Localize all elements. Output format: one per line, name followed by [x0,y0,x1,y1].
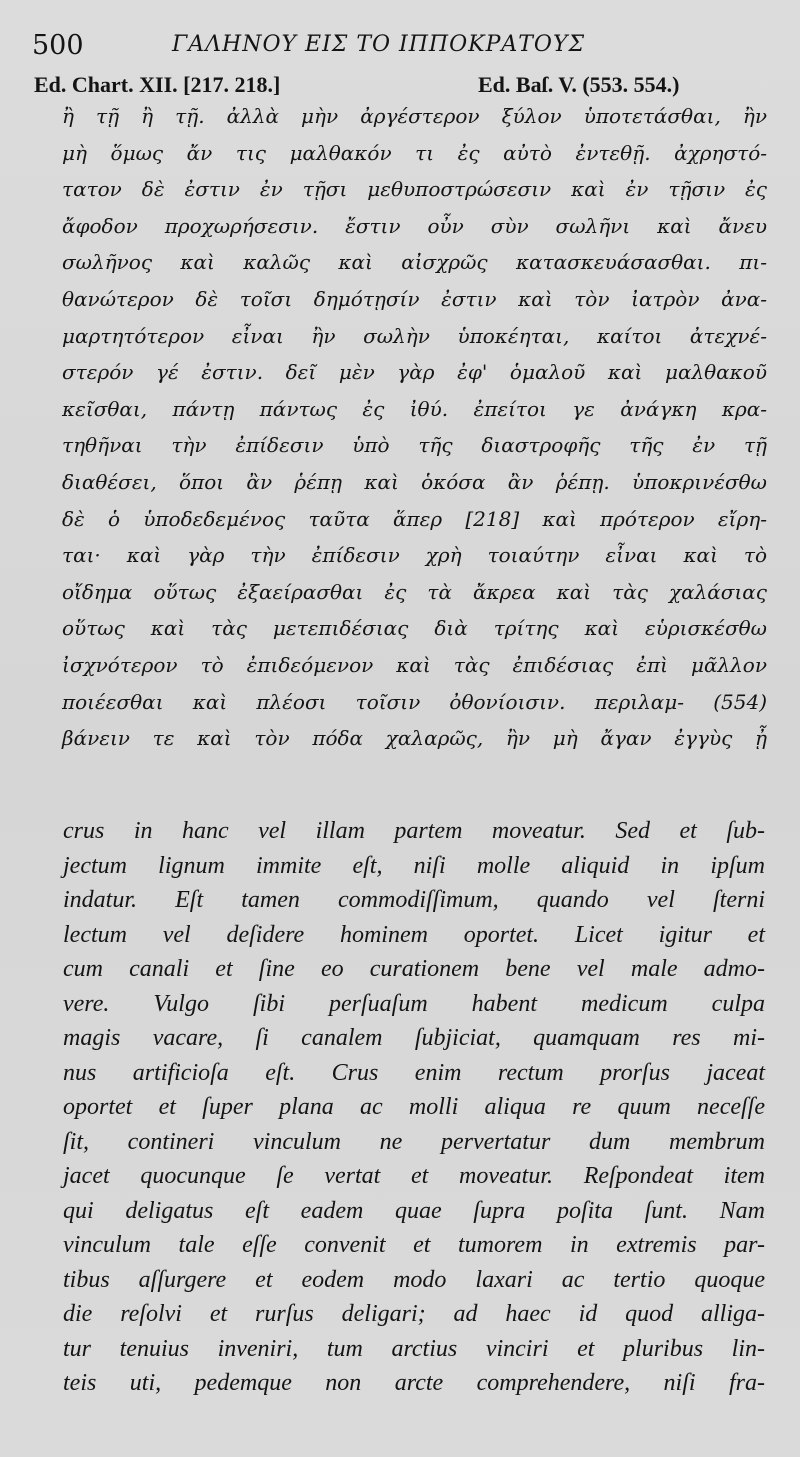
greek-line: ἄφοδον προχωρήσεσιν. ἔστιν οὖν σὺν σωλῆνι καὶ ἄνευ [62,213,767,238]
latin-line: tur tenuius inveniri, tum arctius vinciri et pluribus lin- [63,1335,765,1362]
running-title: ΓΑΛΗΝΟΥ ΕΙΣ ΤΟ ΙΠΠΟΚΡΑΤΟΥΣ [172,32,586,57]
latin-line: cum canali et ſine eo curationem bene vel male admo- [63,956,765,982]
latin-line: tibus aſſurgere et eodem modo laxari ac tertio quoque [63,1266,765,1293]
latin-text-block [63,814,765,1401]
latin-line: vere. Vulgo ſibi perſuaſum habent medicum culpa [63,990,765,1017]
latin-line: teis uti, pedemque non arcte comprehendere, niſi fra- [63,1370,765,1396]
greek-line: τηθῆναι τὴν ἐπίδεσιν ὑπὸ τῆς διαστροφῆς τῆς ἐν τῇ [62,433,767,458]
latin-line: qui deligatus eſt eadem quae ſupra poſita ſunt. Nam [63,1197,765,1224]
greek-line: μαρτητότερον εἶναι ἢν σωλὴν ὑποκέηται, καίτοι ἀτεχνέ- [62,323,767,348]
greek-line: δὲ ὁ ὑποδεδεμένος ταῦτα ἅπερ [218] καὶ πρότερον εἴρη- [62,506,767,531]
greek-line: μὴ ὅμως ἄν τις μαλθακόν τι ἐς αὐτὸ ἐντεθῇ. ἀχρηστό- [62,140,767,165]
greek-line: ἰσχνότερον τὸ ἐπιδεόμενον καὶ τὰς ἐπιδέσιας ἐπὶ μᾶλλον [62,652,767,677]
edition-reference-basel: Ed. Baſ. V. (553. 554.) [478,72,680,97]
latin-line: magis vacare, ſi canalem ſubjiciat, quamquam res mi- [63,1025,765,1051]
greek-line: θανώτερον δὲ τοῖσι δημότῃσίν ἐστιν καὶ τὸν ἰατρὸν ἀνα- [62,286,767,311]
greek-line: ἢ τῇ ἢ τῇ. ἀλλὰ μὴν ἀργέστερον ξύλον ὑποτετάσθαι, ἢν [62,104,767,128]
latin-line: jacet quocunque ſe vertat et moveatur. Reſpondeat item [63,1163,765,1189]
greek-line: βάνειν τε καὶ τὸν πόδα χαλαρῶς, ἢν μὴ ἄγαν ἐγγὺς ᾖ [62,726,767,751]
greek-line: ποιέεσθαι καὶ πλέοσι τοῖσιν ὀθονίοισιν. περιλαμ- (554) [62,689,767,714]
greek-line: τατον δὲ ἐστιν ἐν τῇσι μεθυποστρώσεσιν καὶ ἐν τῇσιν ἐς [62,177,767,202]
page-number: 500 [32,30,84,61]
latin-line: die reſolvi et rurſus deligari; ad haec id quod alliga- [63,1301,765,1327]
greek-line: οἴδημα οὕτως ἐξαείρασθαι ἐς τὰ ἄκρεα καὶ τὰς χαλάσιας [62,579,767,604]
latin-line: ſit, contineri vinculum ne pervertatur dum membrum [63,1128,765,1155]
greek-line: σωλῆνος καὶ καλῶς καὶ αἰσχρῶς κατασκευάσασθαι. πι- [62,250,767,275]
latin-line: indatur. Eſt tamen commodiſſimum, quando vel ſterni [63,887,765,913]
greek-line: διαθέσει, ὅποι ἂν ῥέπῃ καὶ ὁκόσα ἂν ῥέπῃ. ὑποκρινέσθω [62,469,767,494]
edition-reference-chartier: Ed. Chart. XII. [217. 218.] [34,72,281,97]
latin-line: oportet et ſuper plana ac molli aliqua re quum neceſſe [63,1094,765,1120]
latin-line: crus in hanc vel illam partem moveatur. Sed et ſub- [63,818,765,844]
latin-line: nus artificioſa eſt. Crus enim rectum prorſus jaceat [63,1059,765,1086]
latin-line: lectum vel deſidere hominem oportet. Licet igitur et [63,921,765,948]
greek-line: ται· καὶ γὰρ τὴν ἐπίδεσιν χρὴ τοιαύτην εἶναι καὶ τὸ [62,543,767,568]
greek-line: στερόν γέ ἐστιν. δεῖ μὲν γὰρ ἐφ' ὁμαλοῦ καὶ μαλθακοῦ [62,360,767,385]
greek-line: κεῖσθαι, πάντῃ πάντως ἐς ἰθύ. ἐπείτοι γε ἀνάγκη κρα- [62,396,767,421]
latin-line: jectum lignum immite eſt, niſi molle aliquid in ipſum [63,852,765,879]
latin-line: vinculum tale eſſe convenit et tumorem in extremis par- [63,1232,765,1258]
greek-text-block [62,98,767,757]
greek-line: οὕτως καὶ τὰς μετεπιδέσιας διὰ τρίτης καὶ εὑρισκέσθω [62,616,767,641]
